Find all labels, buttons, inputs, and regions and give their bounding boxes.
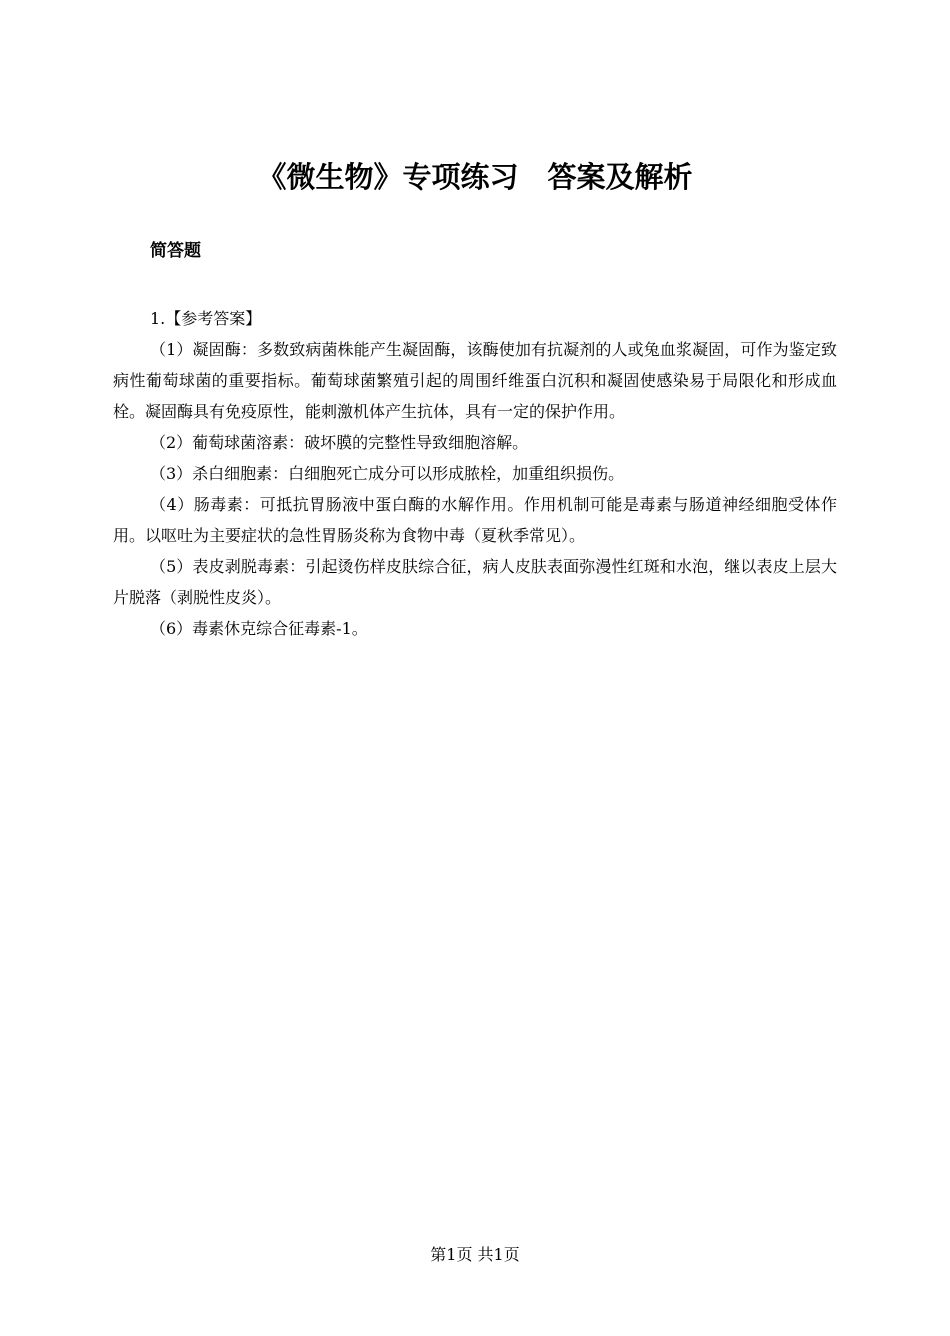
page-number-footer: 第1页 共1页 [430, 1245, 520, 1264]
answer-paragraph-5: （5）表皮剥脱毒素：引起烫伤样皮肤综合征，病人皮肤表面弥漫性红斑和水泡，继以表皮上层大片脱落（剥脱性皮炎）。 [113, 557, 837, 607]
answer-paragraph-2: （2）葡萄球菌溶素：破坏膜的完整性导致细胞溶解。 [150, 433, 529, 452]
page-title: 《微生物》专项练习 答案及解析 [257, 160, 693, 194]
answer-paragraph-6: （6）毒素休克综合征毒素-1。 [150, 619, 368, 638]
section-heading: 简答题 [150, 241, 201, 261]
answer-paragraph-1: （1）凝固酶：多数致病菌株能产生凝固酶，该酶使加有抗凝剂的人或兔血浆凝固，可作为鉴定致病性葡萄球菌的重要指标。葡萄球菌繁殖引起的周围纤维蛋白沉积和凝固使感染易于局限化和形成血栓。凝固酶具有免疫原性，能刺激机体产生抗体，具有一定的保护作用。 [113, 340, 837, 421]
answer-paragraph-4: （4）肠毒素：可抵抗胃肠液中蛋白酶的水解作用。作用机制可能是毒素与肠道神经细胞受体作用。以呕吐为主要症状的急性胃肠炎称为食物中毒（夏秋季常见）。 [113, 495, 837, 545]
answer-paragraph-3: （3）杀白细胞素：白细胞死亡成分可以形成脓栓，加重组织损伤。 [150, 464, 625, 483]
answer-block [113, 303, 837, 644]
question-label: 1.【参考答案】 [150, 309, 262, 328]
